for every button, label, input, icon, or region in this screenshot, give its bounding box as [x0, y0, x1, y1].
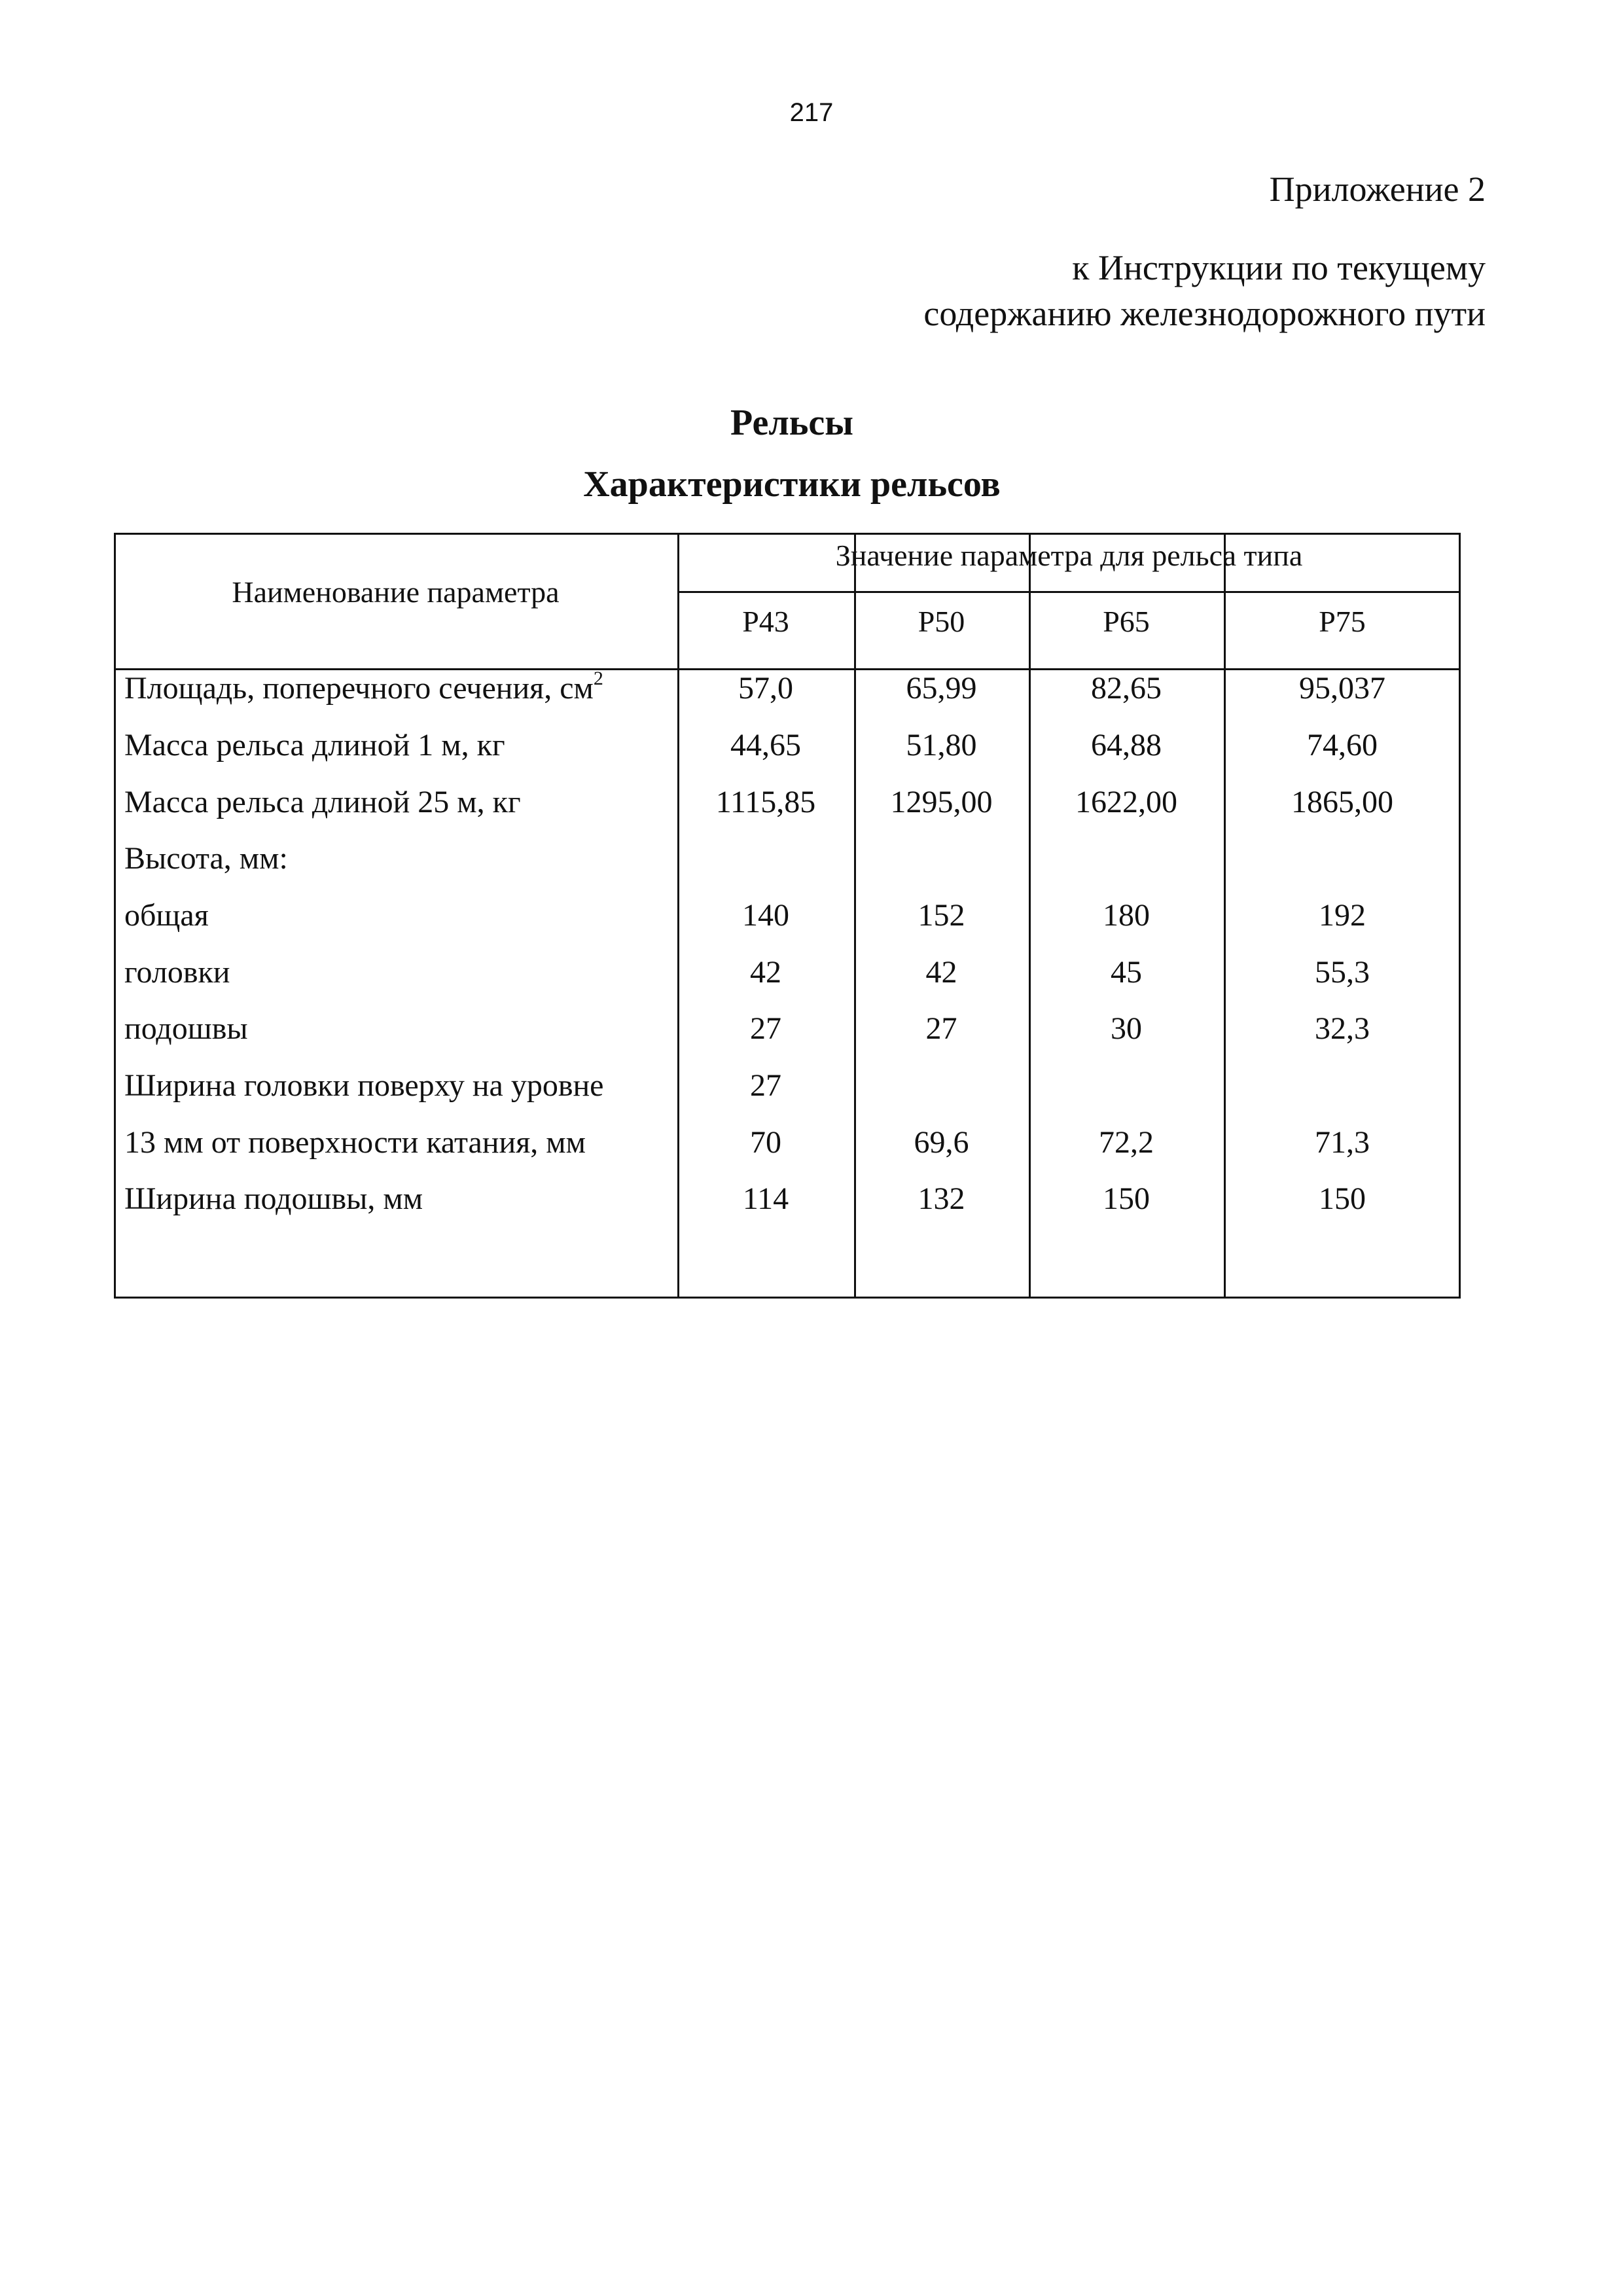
table-divider [114, 668, 1461, 670]
table-cell: 27 [750, 1068, 781, 1103]
table-row-label: головки [124, 955, 230, 990]
column-header-p75: Р75 [1319, 605, 1366, 638]
page-number: 217 [789, 98, 834, 127]
table-row-label: Масса рельса длиной 1 м, кг [124, 728, 505, 762]
superscript: 2 [593, 668, 603, 689]
table-cell: 152 [918, 898, 965, 933]
table-row-label: Площадь, поперечного сечения, $см^2$ [124, 668, 603, 706]
table-cell: 1865,00 [1291, 785, 1393, 819]
table-cell: 95,037 [1299, 671, 1385, 706]
appendix-line-2: содержанию железнодорожного пути [923, 294, 1486, 333]
document-heading: Рельсы [730, 403, 853, 443]
table-cell: 192 [1319, 898, 1366, 933]
table-cell: 1295,00 [890, 785, 993, 819]
table-cell: 27 [750, 1011, 781, 1046]
table-row-label: подошвы [124, 1011, 248, 1046]
table-cell: 51,80 [906, 728, 977, 762]
table-cell: 42 [925, 955, 957, 990]
table-row-label: общая [124, 898, 209, 933]
table-row-label: Высота, мм: [124, 841, 288, 876]
parameter-value-header: Значение параметра для рельса типа [835, 539, 1303, 572]
table-cell: 74,60 [1307, 728, 1378, 762]
table-cell: 32,3 [1315, 1011, 1370, 1046]
table-cell: 42 [750, 955, 781, 990]
table-cell: 57,0 [738, 671, 793, 706]
table-row-label: Ширина головки поверху на уровне [124, 1068, 604, 1103]
table-cell: 150 [1103, 1181, 1150, 1216]
table-cell: 132 [918, 1181, 965, 1216]
table-cell: 30 [1111, 1011, 1142, 1046]
table-cell: 180 [1103, 898, 1150, 933]
table-cell: 140 [742, 898, 789, 933]
table-cell: 82,65 [1091, 671, 1162, 706]
table-cell: 72,2 [1099, 1125, 1154, 1160]
table-row-label: Масса рельса длиной 25 м, кг [124, 785, 521, 819]
column-header-p65: Р65 [1103, 605, 1150, 638]
column-header-p50: Р50 [918, 605, 965, 638]
table-cell: 69,6 [914, 1125, 969, 1160]
appendix-title: Приложение 2 [1269, 170, 1486, 209]
appendix-line-1: к Инструкции по текущему [1072, 248, 1486, 287]
table-title: Характеристики рельсов [583, 464, 1001, 505]
table-cell: 114 [742, 1181, 789, 1216]
table-cell: 44,65 [730, 728, 801, 762]
column-header-p43: Р43 [742, 605, 789, 638]
table-cell: 64,88 [1091, 728, 1162, 762]
table-cell: 1115,85 [715, 785, 816, 819]
table-divider [677, 591, 1461, 593]
table-cell: 1622,00 [1075, 785, 1177, 819]
table-cell: 45 [1111, 955, 1142, 990]
table-cell: 150 [1319, 1181, 1366, 1216]
table-row-label: Ширина подошвы, мм [124, 1181, 423, 1216]
table-cell: 65,99 [906, 671, 977, 706]
table-row-label: 13 мм от поверхности катания, мм [124, 1125, 586, 1160]
table-cell: 27 [925, 1011, 957, 1046]
table-cell: 71,3 [1315, 1125, 1370, 1160]
table-cell: 70 [750, 1125, 781, 1160]
parameter-name-header: Наименование параметра [232, 575, 560, 609]
table-cell: 55,3 [1315, 955, 1370, 990]
